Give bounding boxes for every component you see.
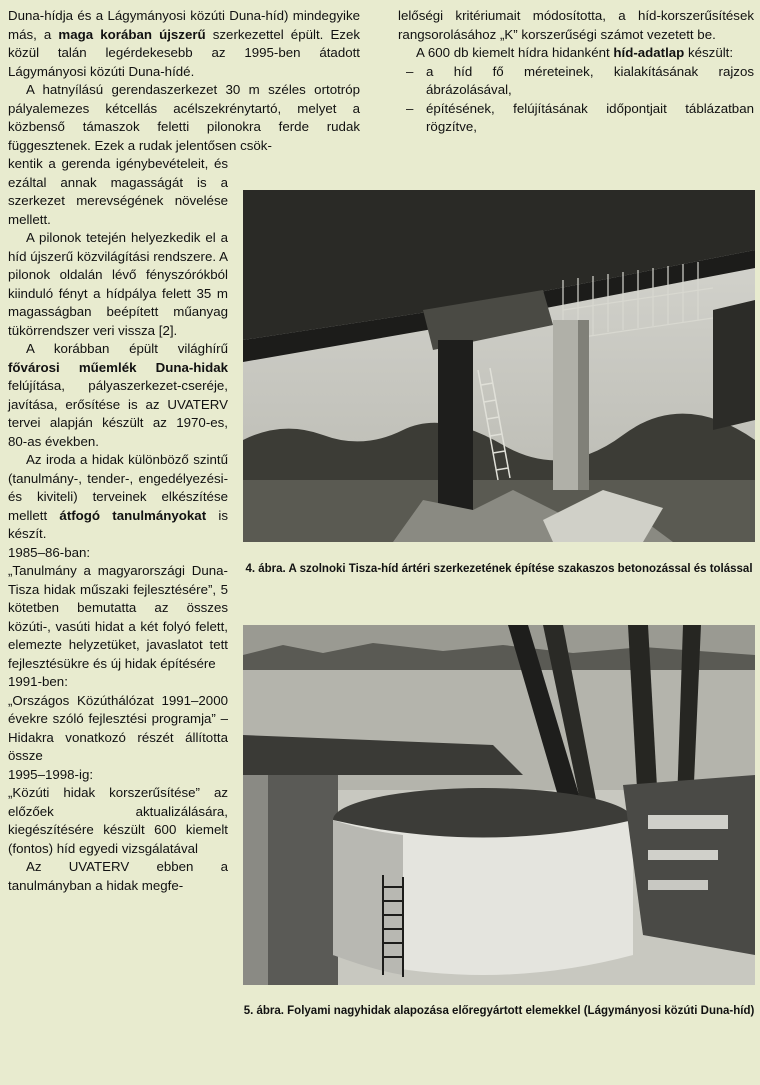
figure-5-caption: 5. ábra. Folyami nagyhidak alapozása előregyártott elemekkel (Lágymányosi közúti Duna-híd): [243, 1005, 755, 1017]
paragraph: lelőségi kritériumait módosította, a híd-korszerűsítések rangsorolásához „K” korszerűségi számot vezetett be.: [398, 8, 754, 42]
figure-4-caption: 4. ábra. A szolnoki Tisza-híd ártéri szerkezetének építése szakaszos betonozással és tolással: [245, 563, 753, 575]
entry-date: 1991-ben:: [8, 674, 68, 689]
paragraph: A korábban épült világhírű fővárosi műemlék Duna-hidak felújítása, pályaszerkezet-cseréje, javítása, erősítése is az UVATERV tervei alapján készült az 1970-es, 80-as években.: [8, 341, 228, 449]
entry-text: „Közúti hidak korszerűsítése” az előzőek aktualizálására, kiegészítésére készült 600 kiemelt (fontos) híd egyedi vizsgálatával: [8, 785, 228, 856]
right-column-top: [398, 7, 754, 137]
paragraph: Az UVATERV ebben a tanulmányban a hidak megfe-: [8, 859, 228, 893]
entry-date: 1985–86-ban:: [8, 544, 91, 560]
paragraph: A 600 db kiemelt hídra hidanként híd-adatlap készült:: [416, 45, 734, 60]
figure-5-photo: [243, 625, 755, 985]
emphasis: maga korában újszerű: [58, 26, 206, 42]
emphasis: híd-adatlap: [613, 45, 685, 60]
bridge-construction-image: [243, 190, 755, 542]
paragraph: Az iroda a hidak különböző szintű (tanulmány-, tender-, engedélyezési- és kiviteli) terveinek elkészítése mellett átfogó tanulmányokat is készít.: [8, 452, 228, 541]
list-item: – építésének, felújításának időpontjait táblázatban rögzítve,: [398, 100, 754, 137]
emphasis: átfogó tanulmányokat: [59, 507, 207, 523]
emphasis: fővárosi műemlék Duna-hidak: [8, 359, 228, 375]
paragraph: Duna-hídja és a Lágymányosi közúti Duna-híd) mindegyike más, a maga korában újszerű szerkezettel épült. Ezek közül talán legérdekesebb az 1995-ben átadott Lágymányosi közúti Duna-hídé.: [8, 8, 360, 79]
list-item: – a híd fő méreteinek, kialakításának rajzos ábrázolásával,: [398, 63, 754, 100]
left-column-top: [8, 7, 360, 155]
entry-text: „Tanulmány a magyarországi Duna-Tisza hidak műszaki fejlesztésére”, 5 kötetben bemutatta az összes közúti-, vasúti hidat a két folyó felett, elemezte helyzetüket, javaslatot tett fejlesztésükre és új hidak építésére: [8, 563, 228, 671]
entry-text: „Országos Közúthálózat 1991–2000 évekre szóló fejlesztési programja” – Hidakra vonatkozó részét állította össze: [8, 692, 228, 763]
paragraph: kentik a gerenda igénybevételeit, és ezáltal annak magasságát is a szerkezet merevségének növelése mellett.: [8, 156, 228, 227]
paragraph: A hatnyílású gerendaszerkezet 30 m széles ortotróp pályalemezes kétcellás acélszekrénytartó, melyet a közbenső támaszok feletti pilonokra ferde rudak függesztenek. Ezek a rudak jelentősen csök-: [8, 82, 360, 153]
left-column-narrow: [8, 155, 228, 895]
figure-4-photo: [243, 190, 755, 542]
river-foundation-image: [243, 625, 755, 985]
paragraph: A pilonok tetején helyezkedik el a híd újszerű közvilágítási rendszere. A pilonok oldalán lévő fényszórókból kiinduló fényt a hídpálya felett 35 m magasságban beépített műanyag tükörrendszer veri vissza [2].: [8, 230, 228, 338]
entry-date: 1995–1998-ig:: [8, 766, 94, 782]
